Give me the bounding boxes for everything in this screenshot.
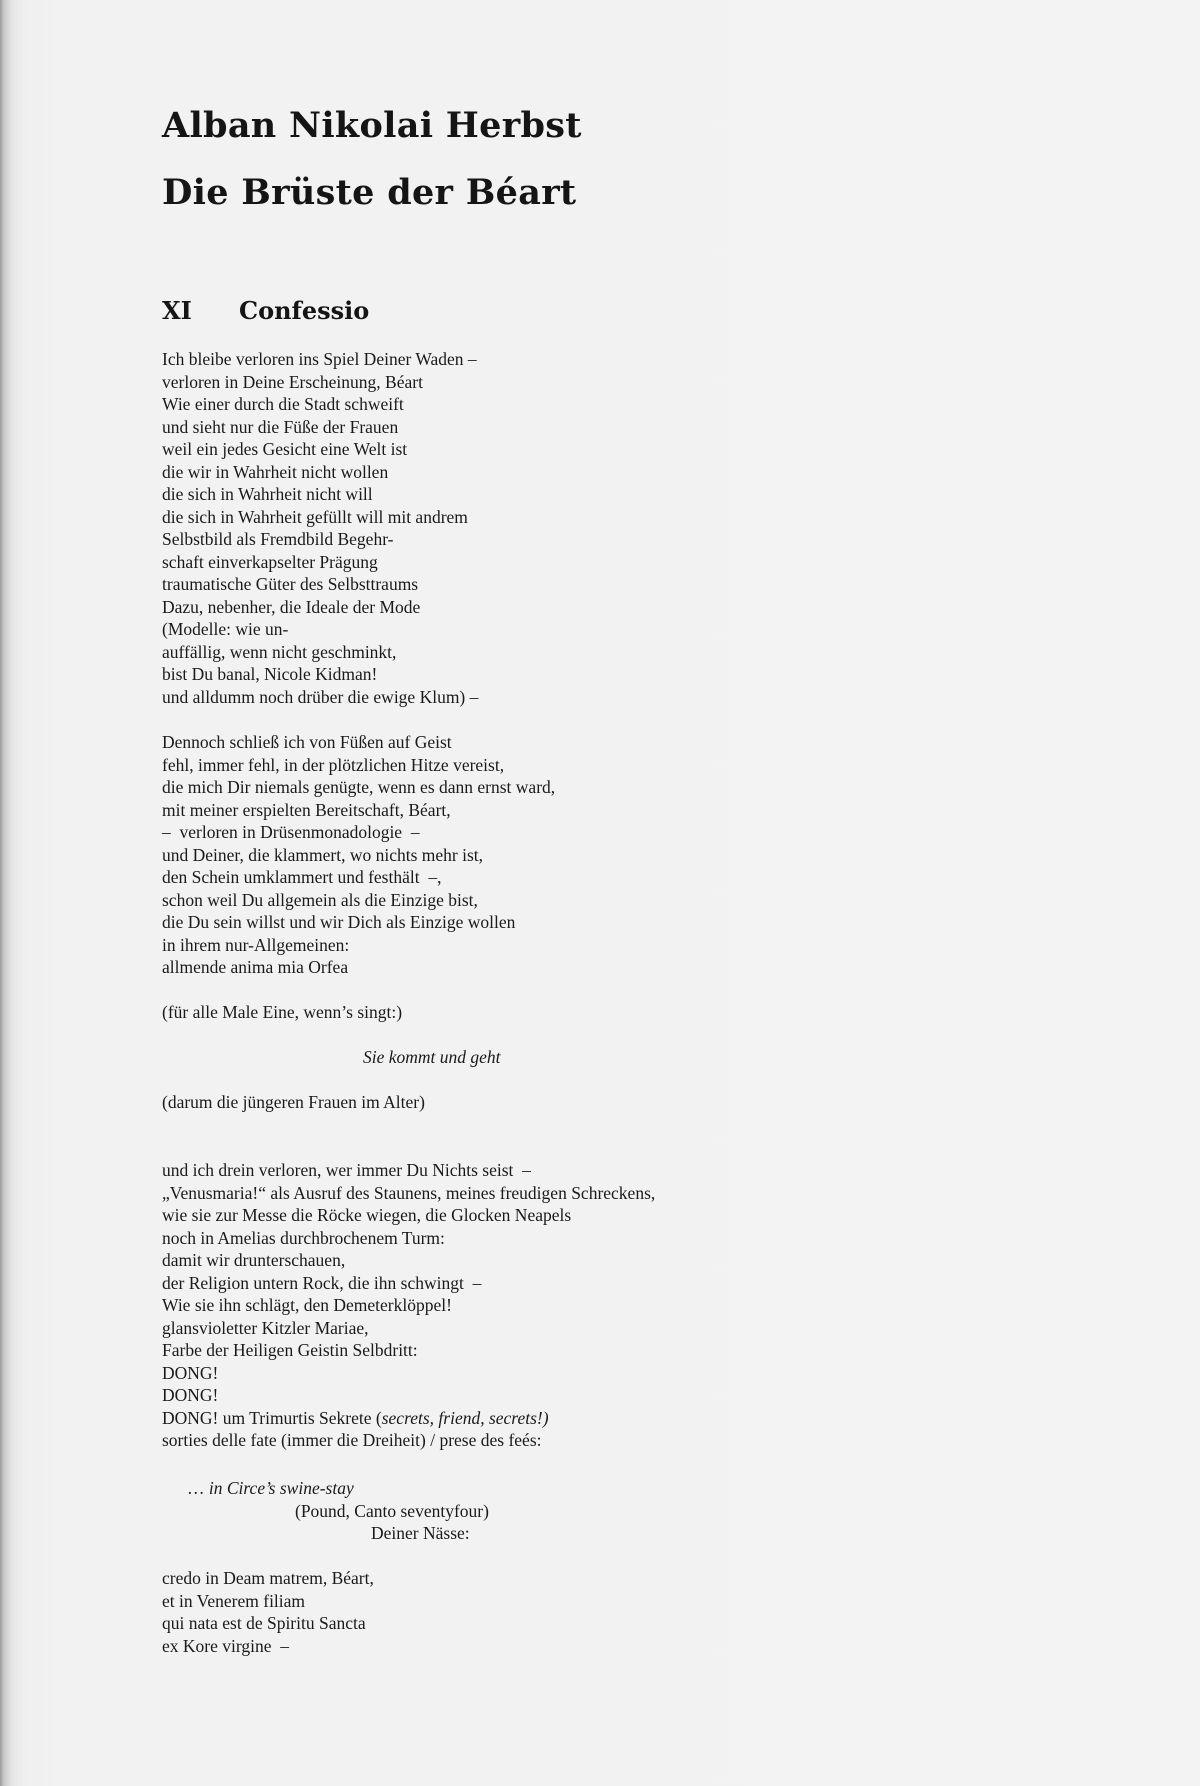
poem-line: bist Du banal, Nicole Kidman! [162, 664, 378, 684]
poem-line: die sich in Wahrheit nicht will [162, 484, 373, 504]
line-roman-part: DONG! um Trimurtis Sekrete ( [162, 1407, 382, 1428]
quote-italic: in Circe’s swine-stay [208, 1478, 354, 1498]
poem-line: credo in Deam matrem, Béart, [162, 1568, 374, 1588]
poem-line: fehl, immer fehl, in der plötzlichen Hitze vereist, [162, 754, 505, 775]
poem-line: Dazu, nebenher, die Ideale der Mode [162, 596, 421, 617]
poem-line: Wie sie ihn schlägt, den Demeterklöppel! [162, 1295, 452, 1315]
quote-ellipsis: … [187, 1478, 209, 1498]
poem-line: schaft einverkapselter Prägung [162, 551, 378, 572]
poem-line: damit wir drunterschauen, [162, 1250, 346, 1270]
stanza-3 [162, 1001, 402, 1024]
poem-line: die mich Dir niemals genügte, wenn es dann ernst ward, [162, 777, 556, 797]
stanza-credo [162, 1567, 374, 1657]
quote-continuation [371, 1522, 470, 1545]
poem-line: „Venusmaria!“ als Ausruf des Staunens, meines freudigen Schreckens, [162, 1182, 656, 1203]
poem-line: noch in Amelias durchbrochenem Turm: [162, 1227, 445, 1248]
poem-line: Ich bleibe verloren ins Spiel Deiner Waden – [162, 349, 477, 369]
author-name: Alban Nikolai Herbst [162, 105, 582, 146]
poem-line: die sich in Wahrheit gefüllt will mit andrem [162, 506, 468, 527]
quote-line [187, 1477, 354, 1500]
poem-line-mixed [162, 1407, 655, 1430]
poem-line: glansvioletter Kitzler Mariae, [162, 1317, 369, 1338]
poem-line: die wir in Wahrheit nicht wollen [162, 461, 389, 482]
poem-line: auffällig, wenn nicht geschminkt, [162, 641, 397, 662]
poem-line-italic: Sie kommt und geht [363, 1047, 501, 1067]
poem-line: DONG! [162, 1362, 219, 1383]
stanza-1 [162, 348, 478, 708]
poem-line: Farbe der Heiligen Geistin Selbdritt: [162, 1340, 418, 1360]
stanza-5 [162, 1091, 425, 1114]
section-title: Confessio [239, 296, 370, 325]
poem-line: und alldumm noch drüber die ewige Klum) – [162, 686, 479, 707]
poem-line: verloren in Deine Erscheinung, Béart [162, 371, 423, 392]
poem-line: Dennoch schließ ich von Füßen auf Geist [162, 732, 452, 752]
poem-line: (darum die jüngeren Frauen im Alter) [162, 1092, 425, 1112]
poem-line: und Deiner, die klammert, wo nichts mehr ist, [162, 844, 484, 865]
poem-line: et in Venerem filiam [162, 1590, 306, 1611]
poem-line: qui nata est de Spiritu Sancta [162, 1613, 366, 1633]
poem-line: Deiner Nässe: [371, 1523, 470, 1543]
poem-line: Selbstbild als Fremdbild Begehr- [162, 529, 394, 549]
poem-line: wie sie zur Messe die Röcke wiegen, die Glocken Neapels [162, 1205, 572, 1225]
poem-line: allmende anima mia Orfea [162, 957, 349, 977]
poem-line: Wie einer durch die Stadt schweift [162, 394, 404, 414]
poem-line: und ich drein verloren, wer immer Du Nichts seist – [162, 1160, 531, 1180]
section-heading [162, 296, 369, 325]
poem-line: ex Kore virgine – [162, 1635, 290, 1656]
poem-line: – verloren in Drüsenmonadologie – [162, 822, 420, 842]
pound-quote [187, 1477, 354, 1500]
poem-line: traumatische Güter des Selbsttraums [162, 574, 419, 594]
stanza-2 [162, 731, 555, 979]
poem-line: mit meiner erspielten Bereitschaft, Béart, [162, 799, 451, 820]
poem-line: (Modelle: wie un- [162, 619, 289, 639]
poem-line: (für alle Male Eine, wenn’s singt:) [162, 1002, 403, 1022]
poem-line: die Du sein willst und wir Dich als Einzige wollen [162, 912, 516, 932]
poem-line: in ihrem nur-Allgemeinen: [162, 934, 350, 955]
line-italic-part: secrets, friend, secrets!) [381, 1407, 549, 1428]
poem-line: und sieht nur die Füße der Frauen [162, 416, 399, 437]
poem-line: weil ein jedes Gesicht eine Welt ist [162, 439, 408, 459]
poem-line: sorties delle fate (immer die Dreiheit) / prese des feés: [162, 1430, 542, 1450]
section-number: XI [162, 296, 192, 325]
book-title: Die Brüste der Béart [162, 172, 577, 213]
poem-line: DONG! [162, 1385, 219, 1405]
poem-line: den Schein umklammert und festhält –, [162, 867, 442, 887]
quote-citation: (Pound, Canto seventyfour) [295, 1501, 489, 1521]
poem-line: der Religion untern Rock, die ihn schwingt – [162, 1272, 482, 1293]
quote-source [295, 1500, 489, 1523]
poem-line: schon weil Du allgemein als die Einzige bist, [162, 889, 478, 910]
stanza-6 [162, 1159, 655, 1452]
stanza-4-indented [363, 1046, 501, 1069]
